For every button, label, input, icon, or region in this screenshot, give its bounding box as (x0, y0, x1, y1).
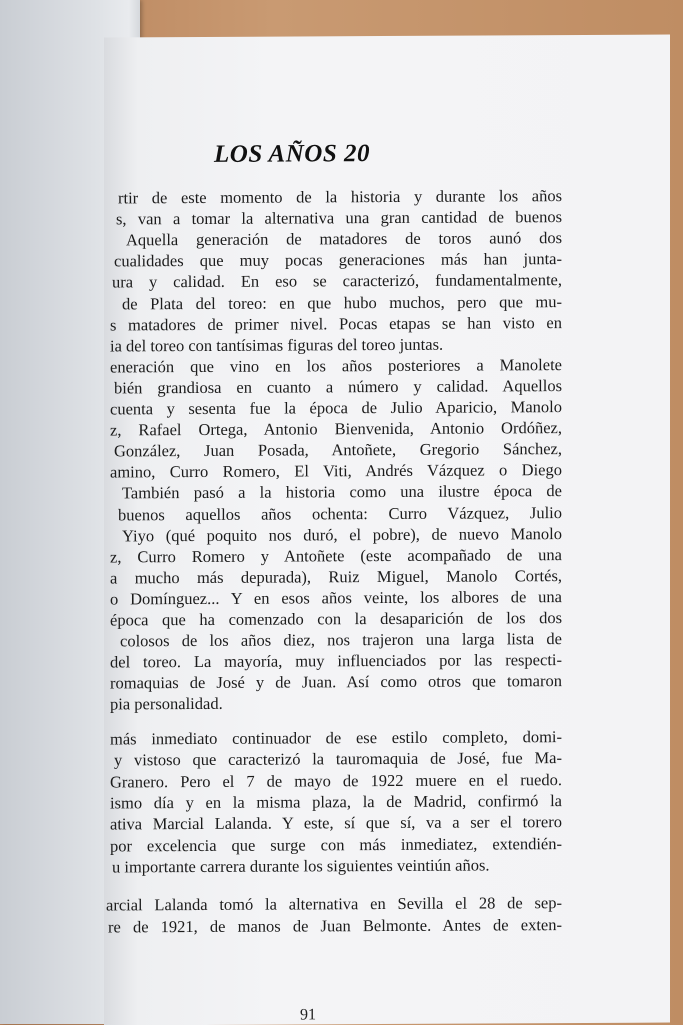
text-line: eneración que vino en los años posteriores a Manolete (110, 354, 562, 377)
text-line: Granero. Pero el 7 de mayo de 1922 muere en el ruedo. (110, 769, 562, 792)
text-line: z, Curro Romero y Antoñete (este acompañado de una (110, 544, 562, 567)
text-line: época que ha comenzado con la desaparición de los dos (110, 608, 562, 630)
text-line: ativa Marcial Lalanda. Y este, sí que sí, va a ser el torero (110, 812, 562, 834)
text-line: z, Rafael Ortega, Antonio Bienvenida, Antonio Ordóñez, (110, 418, 562, 440)
text-line: amino, Curro Romero, El Viti, Andrés Vázquez o Diego (110, 460, 562, 482)
text-line: pia personalidad. (110, 694, 223, 714)
text-line: s, van a tomar la alternativa una gran cantidad de buenos (116, 207, 562, 229)
text-line: re de 1921, de manos de Juan Belmonte. Antes de exten- (108, 915, 562, 937)
text-line: a mucho más depurada), Ruiz Miguel, Manolo Cortés, (110, 565, 562, 588)
text-line: Yiyo (qué poquito nos duró, el pobre), de nuevo Manolo (122, 523, 562, 545)
text-line: u importante carrera durante los siguientes veintiún años. (112, 855, 490, 877)
text-line: ismo día y en la misma plaza, la de Madrid, confirmó la (110, 790, 562, 813)
chapter-title: LOS AÑOS 20 (214, 140, 370, 168)
text-line: González, Juan Posada, Antoñete, Gregorio Sánchez, (114, 439, 562, 461)
text-line: o Domínguez... Y en esos años veinte, los albores de una (110, 586, 562, 609)
text-line: Aquella generación de matadores de toros aunó dos (126, 228, 562, 250)
text-line: buenos aquellos años ochenta: Curro Vázquez, Julio (118, 502, 562, 524)
text-line: bién grandiosa en cuanto a número y calidad. Aquellos (114, 375, 562, 398)
text-line: rtir de este momento de la historia y durante los años (118, 186, 562, 208)
text-line: arcial Lalanda tomó la alternativa en Sevilla el 28 de sep- (106, 893, 562, 915)
text-line: de Plata del toreo: en que hubo muchos, pero que mu- (122, 291, 562, 313)
text-line: por excelencia que surge con más inmediatez, extendién- (110, 833, 562, 855)
text-line: cualidades que muy pocas generaciones más han junta- (114, 249, 562, 271)
text-line: ura y calidad. En eso se caracterizó, fundamentalmente, (112, 270, 562, 292)
text-line: romaquias de José y de Juan. Así como otros que tomaron (110, 671, 562, 693)
text-line: colosos de los años diez, nos trajeron una larga lista de (120, 629, 562, 651)
text-line: y vistoso que caracterizó la tauromaquia de José, fue Ma- (114, 748, 562, 770)
text-line: s matadores de primer nivel. Pocas etapas se han visto en (110, 312, 562, 335)
book-page (104, 35, 670, 1025)
text-line: También pasó a la historia como una ilustre época de (122, 481, 562, 503)
page-number: 91 (300, 1006, 316, 1024)
text-line: del toreo. La mayoría, muy influenciados por las respecti- (110, 650, 562, 672)
text-line: ia del toreo con tantísimas figuras del toreo juntas. (110, 334, 444, 356)
text-line: más inmediato continuador de ese estilo completo, domi- (110, 727, 562, 749)
text-line: cuenta y sesenta fue la época de Julio Aparicio, Manolo (110, 397, 562, 419)
